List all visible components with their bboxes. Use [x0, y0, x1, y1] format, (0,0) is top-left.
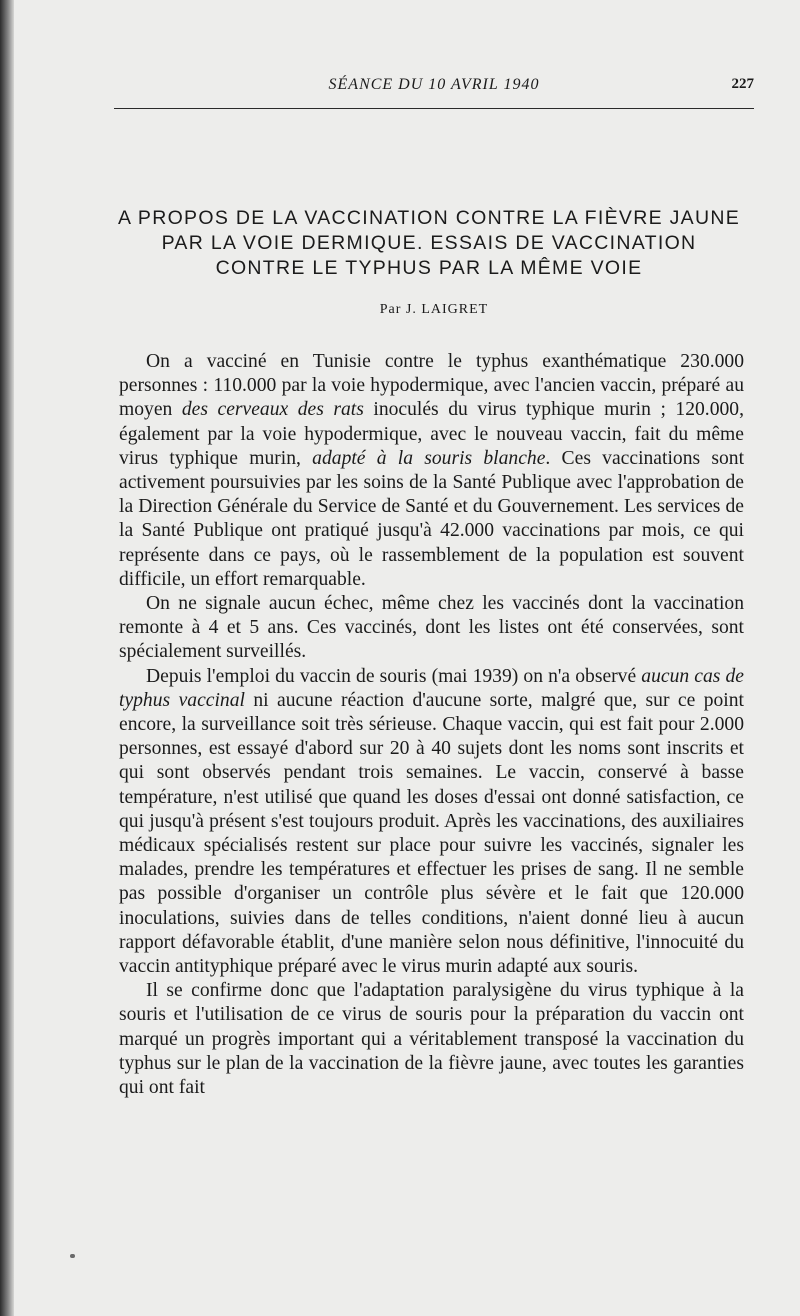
paragraph-1-italic-rats: des cerveaux des rats — [181, 399, 364, 421]
paragraph-4: Il se confirme donc que l'adaptation paralysigène du virus typhique à la souris et l'utilisation de ce virus de souris pour la préparation du vaccin ont marqué un progrès important qui a véritablement transposé la vaccination du typhus sur le plan de la vaccination de la fièvre jaune, avec toutes les garanties qui ont fait — [119, 980, 744, 1099]
paragraph-1-text-c: inoculés du virus typhique murin ; 120.000, également par la voie hypodermique, avec le nouveau vaccin, fait du même virus typhique murin, — [119, 399, 744, 469]
paragraph-3 — [119, 665, 744, 980]
paragraph-2: On ne signale aucun échec, même chez les vaccinés dont la vaccination remonte à 4 et 5 ans. Ces vaccinés, dont les listes ont été conservées, sont spécialement surveillés. — [119, 593, 744, 663]
page-number: 227 — [731, 76, 754, 92]
paragraph-3-text-a: Depuis l'emploi du vaccin de souris (mai 1939) on n'a observé — [146, 665, 642, 687]
paper-speck — [70, 1254, 75, 1258]
author-byline: Par J. LAIGRET — [379, 302, 489, 317]
running-title: SÉANCE DU 10 AVRIL 1940 — [328, 76, 540, 93]
running-header — [114, 74, 754, 109]
title-line-1: A PROPOS DE LA VACCINATION CONTRE LA FIÈVRE JAUNE — [117, 207, 741, 229]
article-title — [84, 206, 774, 281]
paragraph-1-italic-souris: adapté à la souris blanche — [312, 447, 546, 469]
binding-shadow — [0, 0, 14, 1316]
paragraph-1 — [119, 350, 744, 592]
paragraph-1-text-a: On a vacciné en Tunisie contre le typhus exanthématique 230.000 personnes : 110.000 par la voie hypodermique, avec l'ancien vaccin, préparé au moyen — [119, 351, 744, 421]
document-page — [14, 0, 800, 1316]
title-line-3: CONTRE LE TYPHUS PAR LA MÊME VOIE — [215, 257, 643, 279]
title-line-2: PAR LA VOIE DERMIQUE. ESSAIS DE VACCINATION — [161, 232, 697, 254]
paragraph-3-text-c: ni aucune réaction d'aucune sorte, malgré que, sur ce point encore, la surveillance soit très sérieuse. Chaque vaccin, qui est fait pour 2.000 personnes, est essayé d'abord sur 20 à 40 sujets dont les noms sont inscrits et qui sont observés pendant trois semaines. Le vaccin, conservé à basse température, n'est utilisé que quand les doses d'essai ont donné satisfaction, ce qui jusqu'à présent s'est toujours produit. Après les vaccinations, des auxiliaires médicaux spécialisés restent sur place pour suivre les vaccinés, signaler les malades, prendre les températures et effectuer les prises de sang. Il ne semble pas possible d'organiser un contrôle plus sévère et le fait que 120.000 inoculations, suivies dans de telles conditions, n'aient donné lieu à aucun rapport défavorable établit, d'une manière selon nous définitive, l'innocuité du vaccin antityphique préparé avec le virus murin adapté aux souris. — [119, 689, 744, 978]
paragraph-3-italic-typhus: aucun cas de typhus vaccinal — [119, 665, 745, 711]
paragraph-1-text-e: . Ces vaccinations sont activement poursuivies par les soins de la Santé Publique avec l'approbation de la Direction Générale du Service de Santé et du Gouvernement. Les services de la Santé Publique ont pratiqué jusqu'à 42.000 vaccinations par mois, ce qui représente dans ce pays, où le rassemblement de la population est souvent difficile, un effort remarquable. — [119, 447, 745, 590]
article-body — [119, 350, 744, 1100]
